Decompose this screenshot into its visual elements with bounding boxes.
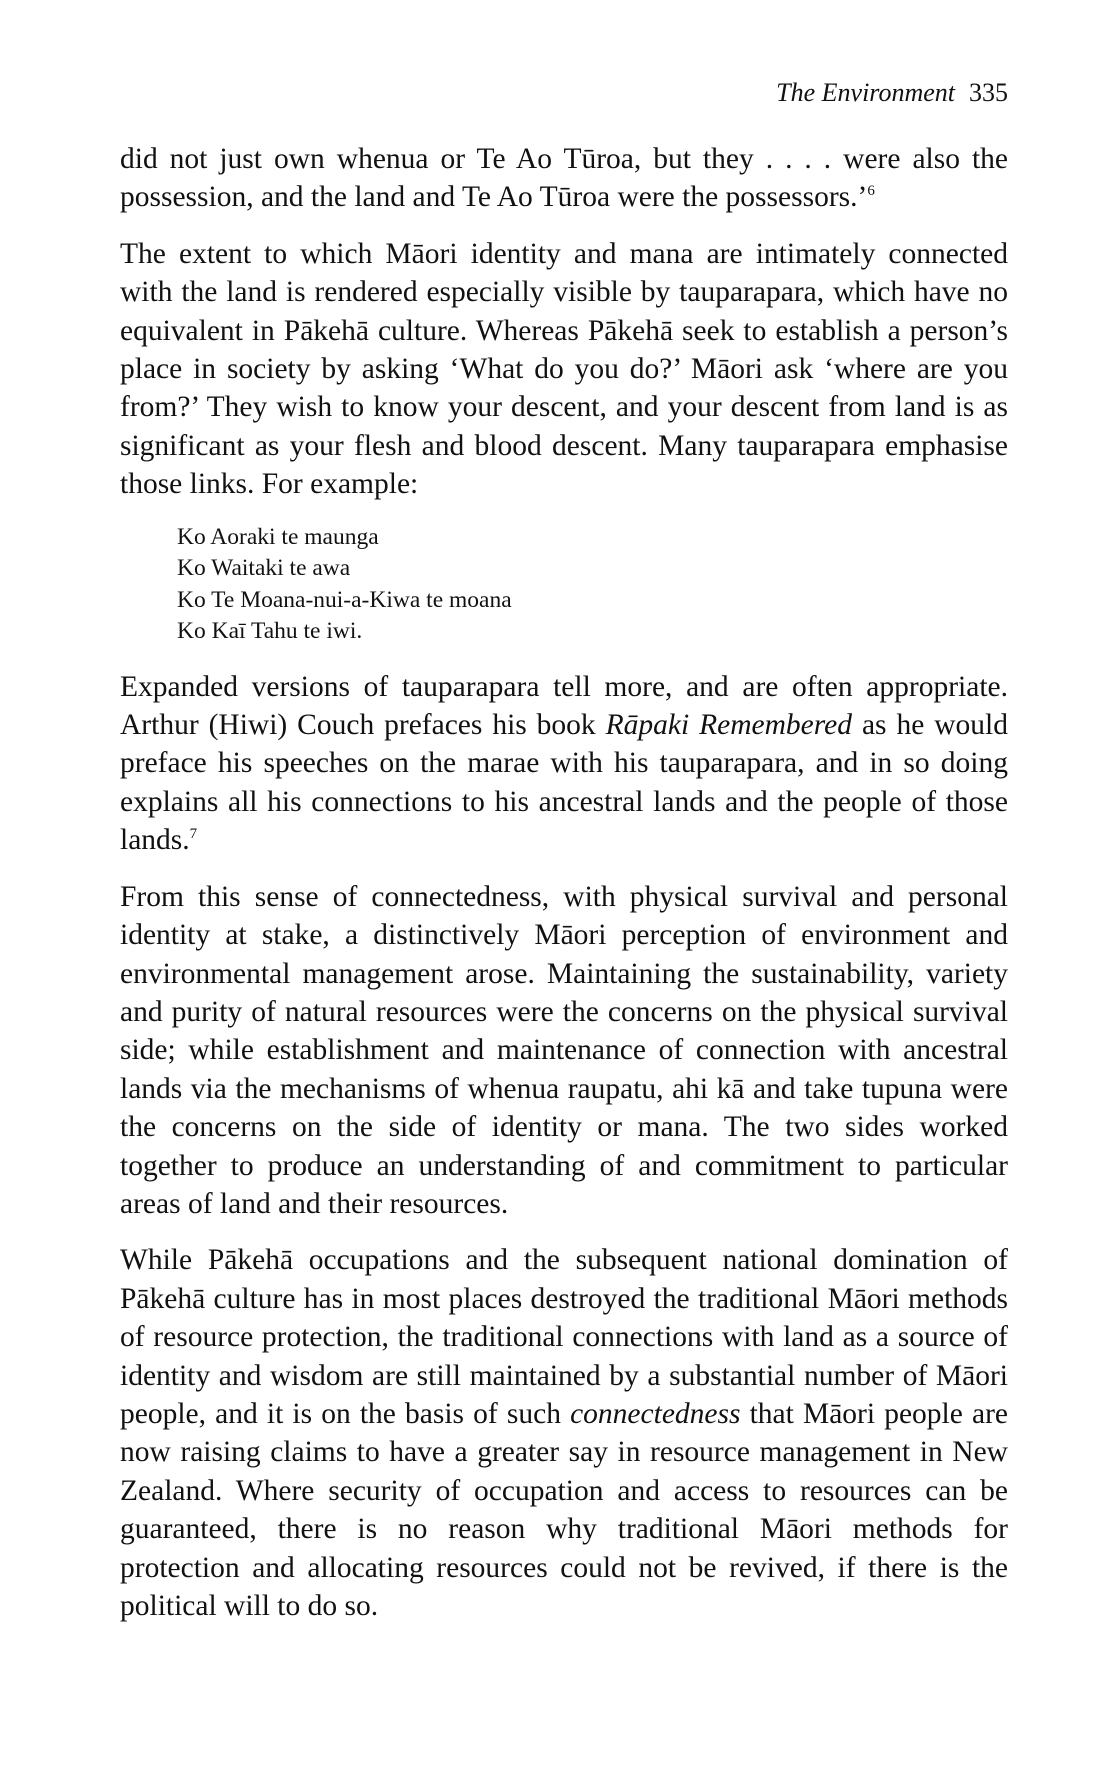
verse-line: Ko Aoraki te maunga [177,523,379,550]
verse-line: Ko Waitaki te awa [177,555,351,582]
running-head [776,78,1008,108]
paragraph-expanded-versions [120,668,1008,860]
paragraph-connectedness: From this sense of connectedness, with physical survival and personal identity at stake, a distinctively Māori perception of environment and environmental management arose. Maintaining the sustainability, variety and purity of natural resources were the concerns on the physical survival side; while establishment and maintenance of connection with ancestral lands via the mechanisms of whenua raupatu, ahi kā and take tupuna were the concerns on the side of identity or mana. The two sides worked together to produce an understanding of and commitment to particular areas of land and their resources. [120,880,1008,1220]
footnote-ref: 6 [867,183,875,200]
paragraph-text: that Māori people are now raising claims to have a greater say in resource management in New Zealand. Where security of occupation and access to resources can be guaranteed, there is no reason why traditional Māori methods for protection and allocating resources could not be revived, if there is the political will to do so. [120,1397,1008,1622]
footnote-ref: 7 [189,826,198,843]
book-title: Rāpaki Remembered [605,709,853,742]
paragraph-resource-management [120,1241,1008,1625]
body-text [120,140,1008,1625]
chapter-title: The Environment [776,78,955,107]
paragraph-text: as he would preface his speeches on the marae with his tauparapara, and in so doing explains all his connections to his ancestral lands and the people of those lands. [120,709,1008,857]
page-number: 335 [969,78,1008,107]
paragraph-text: While Pākehā occupations and the subsequent national domination of Pākehā culture has in most places destroyed the traditional Māori methods of resource protection, the traditional connections with land as a source of identity and wisdom are still maintained by a substantial number of Māori people, and it is on the basis of such [120,1244,1008,1430]
tauparapara-verse [177,522,1008,648]
paragraph-continued [120,140,1008,217]
verse-line: Ko Te Moana-nui-a-Kiwa te moana [177,586,512,613]
paragraph-tauparapara: The extent to which Māori identity and mana are intimately connected with the land is rendered especially visible by tauparapara, which have no equivalent in Pākehā culture. Whereas Pākehā seek to establish a person’s place in society by asking ‘What do you do?’ Māori ask ‘where are you from?’ They wish to know your descent, and your descent from land is as significant as your flesh and blood descent. Many tauparapara emphasise those links. For example: [120,237,1008,501]
verse-line: Ko Kaī Tahu te iwi. [177,618,363,645]
emphasis-term: connectedness [570,1397,741,1430]
paragraph-text: did not just own whenua or Te Ao Tūroa, but they . . . . were also the possession, and the land and Te Ao Tūroa were the possessors.’ [120,143,1008,214]
paragraph-text: Expanded versions of tauparapara tell more, and are often appropriate. Arthur (Hiwi) Couch prefaces his book [120,670,1008,742]
